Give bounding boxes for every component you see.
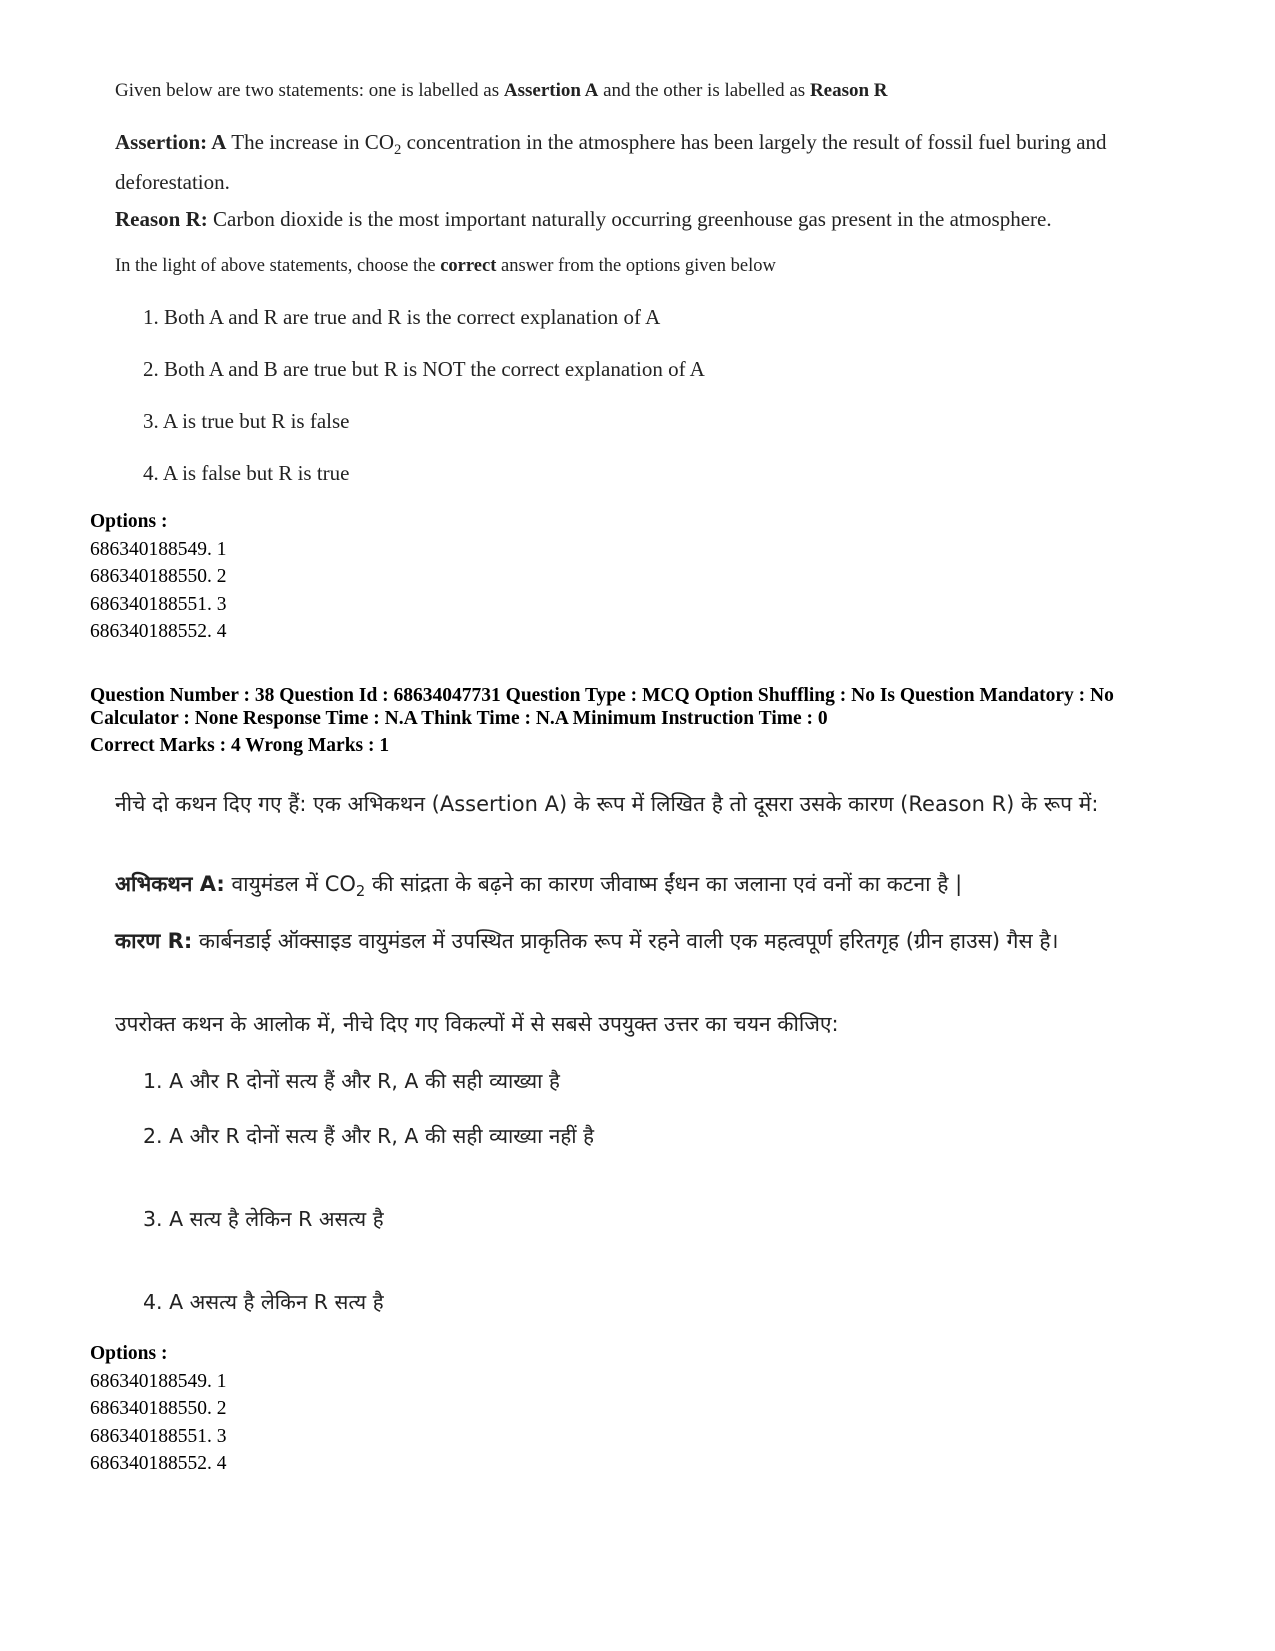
- options-heading: Options :: [90, 511, 168, 532]
- option-id-3: 686340188551. 3: [90, 593, 227, 615]
- english-option-4: 4. A is false but R is true: [143, 461, 350, 485]
- assertion-label: Assertion: A: [115, 130, 227, 154]
- english-intro: [115, 80, 888, 102]
- english-instruction: [115, 256, 776, 277]
- english-option-3: 3. A is true but R is false: [143, 409, 350, 433]
- hindi-option-1: 1. A और R दोनों सत्य हैं और R, A की सही व्याख्या है: [143, 1069, 560, 1093]
- intro-assertion-label: Assertion A: [503, 80, 599, 101]
- hindi-assertion-label: अभिकथन A:: [115, 872, 225, 896]
- intro-reason-label: Reason R: [809, 80, 888, 101]
- option-id-1: 686340188549. 1: [90, 538, 227, 560]
- hindi-reason-text: कार्बनडाई ऑक्साइड वायुमंडल में उपस्थित प्राकृतिक रूप में रहने वाली एक महत्वपूर्ण हरितगृह (ग्रीन हाउस) गैस है।: [192, 929, 1059, 953]
- option-id-2: 686340188550. 2: [90, 566, 227, 587]
- option-id-3: 686340188551. 3: [90, 1425, 227, 1447]
- english-assertion: [115, 126, 1125, 198]
- hindi-assertion-text: वायुमंडल में CO: [224, 872, 356, 896]
- co2-subscript: 2: [393, 142, 402, 159]
- hindi-option-3: 3. A सत्य है लेकिन R असत्य है: [143, 1207, 384, 1231]
- options-block-1: [90, 508, 227, 646]
- question-meta-line1: Question Number : 38 Question Id : 68634047731 Question Type : MCQ Option Shuffling : No Is Question Mandatory : No Calculator : None Response Time : N.A Think Time : N.A Minimum Instruction Time : 0: [90, 685, 1114, 729]
- intro-text-mid: and the other is labelled as: [598, 80, 810, 101]
- hindi-intro: नीचे दो कथन दिए गए हैं: एक अभिकथन (Assertion A) के रूप में लिखित है तो दूसरा उसके कारण (Reason R) के रूप में:: [115, 792, 1099, 816]
- hindi-assertion: [115, 870, 962, 900]
- question-meta-marks: Correct Marks : 4 Wrong Marks : 1: [90, 735, 390, 756]
- hindi-reason: [115, 925, 1115, 957]
- intro-text: Given below are two statements: one is labelled as: [115, 80, 504, 101]
- hindi-instruction: उपरोक्त कथन के आलोक में, नीचे दिए गए विकल्पों में से सबसे उपयुक्त उत्तर का चयन कीजिए:: [115, 1012, 839, 1036]
- option-id-1: 686340188549. 1: [90, 1370, 227, 1392]
- hindi-assertion-text-rest: की सांद्रता के बढ़ने का कारण जीवाष्म ईंधन का जलाना एवं वनों का कटना है |: [365, 872, 963, 896]
- hindi-co2-subscript: 2: [355, 883, 366, 901]
- assertion-text: The increase in CO: [226, 130, 394, 154]
- reason-label: Reason R:: [115, 207, 208, 231]
- reason-text: Carbon dioxide is the most important naturally occurring greenhouse gas present in the atmosphere.: [207, 207, 1052, 231]
- hindi-option-2: 2. A और R दोनों सत्य हैं और R, A की सही व्याख्या नहीं है: [143, 1124, 594, 1148]
- option-id-4: 686340188552. 4: [90, 621, 227, 642]
- options-block-2: [90, 1340, 227, 1478]
- english-reason: [115, 207, 1052, 232]
- options-heading-2: Options :: [90, 1343, 168, 1364]
- assertion-text-rest: concentration in the atmosphere has been largely the result of fossil fuel buring and deforestation.: [115, 130, 1107, 195]
- instruction-text-rest: answer from the options given below: [496, 256, 776, 276]
- instruction-bold: correct: [440, 256, 497, 276]
- instruction-text: In the light of above statements, choose the: [115, 256, 441, 276]
- question-metadata: [90, 684, 1180, 757]
- option-id-4: 686340188552. 4: [90, 1453, 227, 1474]
- english-option-1: 1. Both A and R are true and R is the correct explanation of A: [143, 305, 661, 329]
- hindi-reason-label: कारण R:: [115, 929, 193, 953]
- option-id-2: 686340188550. 2: [90, 1398, 227, 1419]
- english-option-2: 2. Both A and B are true but R is NOT the correct explanation of A: [143, 357, 705, 381]
- hindi-option-4: 4. A असत्य है लेकिन R सत्य है: [143, 1290, 384, 1314]
